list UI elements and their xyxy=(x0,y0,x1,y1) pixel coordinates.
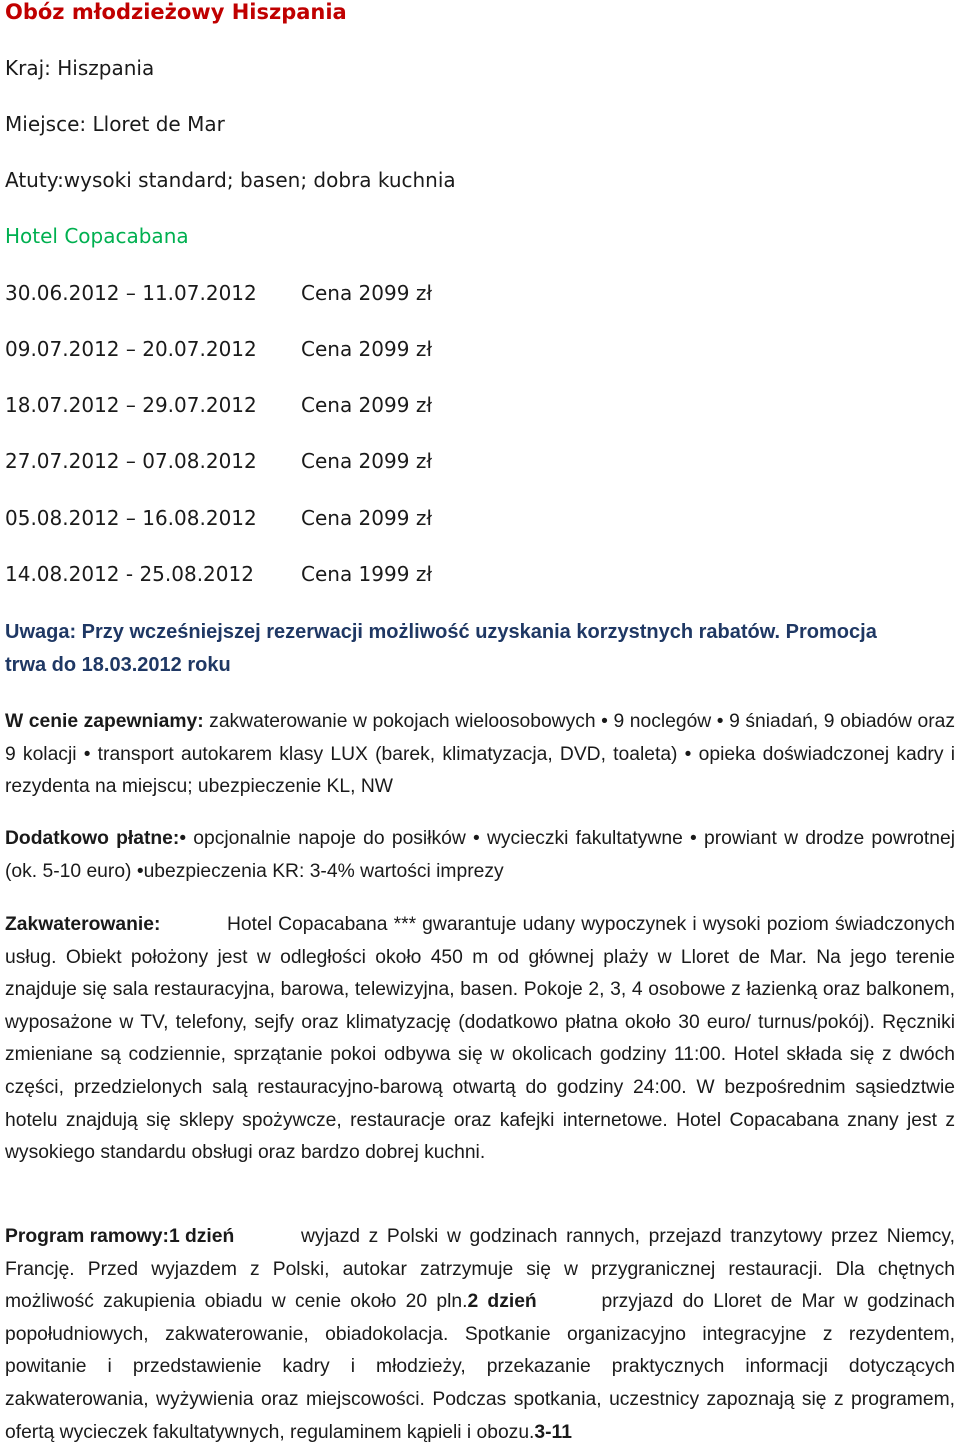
term-price: Cena 2099 zł xyxy=(301,281,432,305)
promo-note xyxy=(5,616,955,681)
included-label: W cenie zapewniamy: xyxy=(5,711,204,732)
program-day1-text: wyjazd z Polski w godzinach rannych, przejazd tranzytowy przez Niemcy, Francję. Przed wyjazdem z Polski, autokar zatrzymuje się w przygranicznej restauracji. Dla chętnych możliwość zakupienia obiadu w cenie około 20 pln. xyxy=(5,1226,955,1313)
term-row xyxy=(5,281,432,305)
term-dates: 27.07.2012 – 07.08.2012 xyxy=(5,449,257,473)
term-dates: 18.07.2012 – 29.07.2012 xyxy=(5,393,257,417)
accommodation-section xyxy=(5,909,955,1170)
extra-label: Dodatkowo płatne: xyxy=(5,828,180,849)
extra-text: • opcjonalnie napoje do posiłków • wycieczki fakultatywne • prowiant w drodze powrotnej (ok. 5-10 euro) •ubezpieczenia KR: 3-4% wartości imprezy xyxy=(5,828,955,882)
term-dates: 14.08.2012 - 25.08.2012 xyxy=(5,562,254,586)
term-price: Cena 2099 zł xyxy=(301,449,432,473)
promo-note-line-2: trwa do 18.03.2012 roku xyxy=(5,653,231,676)
term-price: Cena 2099 zł xyxy=(301,393,432,417)
term-row xyxy=(5,393,432,417)
included-section xyxy=(5,706,955,804)
place-line: Miejsce: Lloret de Mar xyxy=(5,112,225,136)
accommodation-label: Zakwaterowanie: xyxy=(5,914,161,935)
term-price: Cena 2099 zł xyxy=(301,506,432,530)
program-day2-text: przyjazd do Lloret de Mar w godzinach popołudniowych, zakwaterowanie, obiadokolacja. Spotkanie organizacyjno integracyjne z rezydentem, powitanie i przedstawienie kadry i młodzieży, przekazanie praktycznych informacji dotyczących zakwaterowania, wyżywienia oraz miejscowości. Podczas spotkania, uczestnicy zapoznają się z programem, ofertą wycieczek fakultatywnych, regulaminem kąpieli i obozu. xyxy=(5,1291,956,1443)
term-dates: 30.06.2012 – 11.07.2012 xyxy=(5,281,257,305)
term-dates: 09.07.2012 – 20.07.2012 xyxy=(5,337,257,361)
program-day3-label: 3-11 xyxy=(534,1421,572,1443)
term-row xyxy=(5,562,432,586)
term-price: Cena 1999 zł xyxy=(301,562,432,586)
term-dates: 05.08.2012 – 16.08.2012 xyxy=(5,506,257,530)
term-row xyxy=(5,337,432,361)
included-text: zakwaterowanie w pokojach wieloosobowych • 9 noclegów • 9 śniadań, 9 obiadów oraz 9 kolacji • transport autokarem klasy LUX (barek, klimatyzacja, DVD, toaleta) • opieka doświadczonej kadry i rezydenta na miejscu; ubezpieczenie KL, NW xyxy=(5,711,955,798)
term-price: Cena 2099 zł xyxy=(301,337,432,361)
program-day2-label: 2 dzień xyxy=(467,1291,537,1313)
promo-note-line-1: Uwaga: Przy wcześniejszej rezerwacji możliwość uzyskania korzystnych rabatów. Promocja xyxy=(5,621,877,643)
term-row xyxy=(5,449,432,473)
features-line: Atuty:wysoki standard; basen; dobra kuchnia xyxy=(5,168,456,192)
program-label: Program ramowy:1 dzień xyxy=(5,1226,235,1247)
accommodation-text: Hotel Copacabana *** gwarantuje udany wypoczynek i wysoki poziom świadczonych usług. Obiekt położony jest w odległości około 450 m od głównej plaży w Lloret de Mar. Na jego terenie znajduje się sala restauracyjna, barowa, telewizyjna, basen. Pokoje 2, 3, 4 osobowe z łazienką oraz balkonem, wyposażone w TV, telefony, sejfy oraz klimatyzację (dodatkowo płatna około 30 euro/ turnus/pokój). Ręczniki zmieniane są codziennie, sprzątanie pokoi odbywa się w okolicach godziny 11:00. Hotel składa się z dwóch części, przedzielonych salą restauracyjno-barową otwartą do godziny 24:00. W bezpośrednim sąsiedztwie hotelu znajdują się sklepy spożywcze, restauracje oraz kafejki internetowe. Hotel Copacabana znany jest z wysokiego standardu obsługi oraz bardzo dobrej kuchni. xyxy=(5,914,955,1164)
hotel-name: Hotel Copacabana xyxy=(5,224,189,248)
country-line: Kraj: Hiszpania xyxy=(5,56,155,80)
term-row xyxy=(5,506,432,530)
extra-section xyxy=(5,823,955,888)
page-title: Obóz młodzieżowy Hiszpania xyxy=(5,0,347,24)
program-section xyxy=(5,1221,955,1449)
